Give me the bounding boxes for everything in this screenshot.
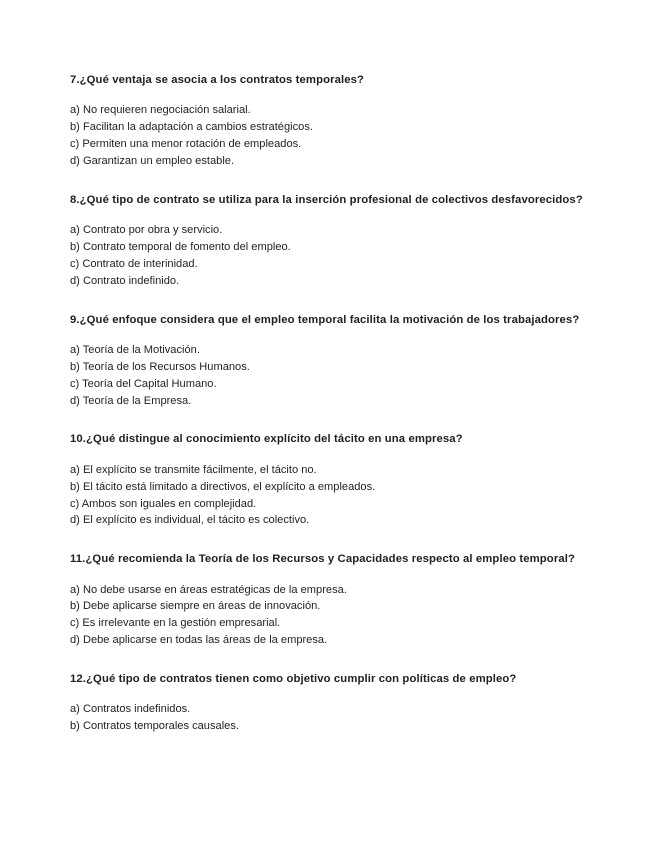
answer-option: d) Contrato indefinido. (70, 274, 180, 287)
question-block (70, 312, 585, 410)
answer-option: d) Debe aplicarse en todas las áreas de la empresa. (70, 634, 328, 647)
answer-option: a) Contrato por obra y servicio. (70, 224, 223, 237)
answer-option: a) Teoría de la Motivación. (70, 344, 200, 356)
question-block (70, 551, 585, 649)
answer-option: a) No debe usarse en áreas estratégicas de la empresa. (70, 583, 347, 596)
answer-list (70, 222, 585, 289)
answer-list (70, 102, 585, 169)
question-text: 10.¿Qué distingue al conocimiento explícito del tácito en una empresa? (70, 433, 463, 446)
answer-option: a) No requieren negociación salarial. (70, 104, 251, 117)
answer-option: c) Es irrelevante en la gestión empresarial. (70, 617, 281, 630)
answer-option: c) Permiten una menor rotación de empleados. (70, 138, 302, 151)
answer-list (70, 462, 585, 529)
answer-option: a) El explícito se transmite fácilmente, el tácito no. (70, 463, 317, 476)
question-block (70, 671, 585, 735)
answer-option: d) Garantizan un empleo estable. (70, 154, 235, 167)
answer-option: c) Ambos son iguales en complejidad. (70, 497, 257, 510)
question-text: 11.¿Qué recomienda la Teoría de los Recursos y Capacidades respecto al empleo temporal? (70, 553, 575, 566)
question-text: 9.¿Qué enfoque considera que el empleo temporal facilita la motivación de los trabajadores? (70, 313, 580, 326)
answer-option: a) Contratos indefinidos. (70, 703, 191, 716)
question-block (70, 72, 585, 170)
answer-option: c) Teoría del Capital Humano. (70, 377, 217, 390)
question-block (70, 431, 585, 529)
answer-option: b) Debe aplicarse siempre en áreas de innovación. (70, 600, 321, 613)
question-text: 7.¿Qué ventaja se asocia a los contratos temporales? (70, 74, 365, 86)
question-block (70, 192, 585, 290)
question-text: 12.¿Qué tipo de contratos tienen como objetivo cumplir con políticas de empleo? (70, 673, 517, 686)
answer-option: b) El tácito está limitado a directivos, el explícito a empleados. (70, 480, 376, 493)
answer-list (70, 582, 585, 649)
answer-option: b) Teoría de los Recursos Humanos. (70, 360, 250, 373)
answer-option: d) El explícito es individual, el tácito es colectivo. (70, 514, 310, 527)
document-content (70, 72, 585, 735)
answer-list (70, 342, 585, 409)
answer-list (70, 701, 585, 735)
question-text: 8.¿Qué tipo de contrato se utiliza para la inserción profesional de colectivos desfavorecidos? (70, 193, 583, 206)
answer-option: b) Facilitan la adaptación a cambios estratégicos. (70, 121, 313, 134)
answer-option: c) Contrato de interinidad. (70, 257, 198, 270)
answer-option: b) Contrato temporal de fomento del empleo. (70, 241, 291, 254)
answer-option: d) Teoría de la Empresa. (70, 394, 192, 407)
answer-option: b) Contratos temporales causales. (70, 720, 239, 733)
